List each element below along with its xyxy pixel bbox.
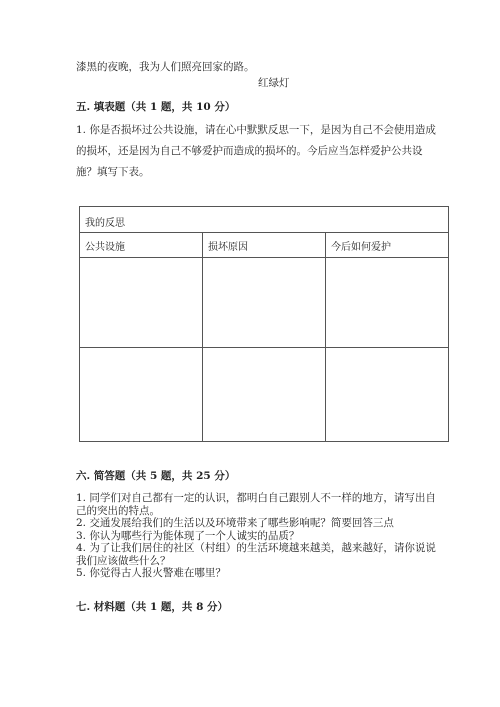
table-caption: 我的反思 [85, 218, 125, 229]
question-line: 1. 同学们对自己都有一定的认识，都明白自己跟别人不一样的地方，请写出自 [76, 492, 436, 504]
answer-cell[interactable] [203, 258, 324, 346]
section7-title: 七. 材料题（共 1 题，共 8 分） [76, 601, 229, 613]
question-line: 3. 你认为哪些行为能体现了一个人诚实的品质？ [76, 529, 300, 542]
answer-label: 红绿灯 [258, 77, 290, 89]
question-line: 的损坏，还是因为自己不够爱护而造成的损坏的。今后应当怎样爱护公共设 [76, 145, 423, 157]
answer-cell[interactable] [80, 348, 201, 441]
table-header-facility: 公共设施 [85, 242, 125, 253]
question-line: 4. 为了让我们居住的社区（村组）的生活环境越来越美，越来越好，请你说说 [76, 542, 436, 554]
table-header-reason: 损坏原因 [208, 242, 248, 253]
section5-question [76, 120, 436, 183]
reflection-table [79, 206, 449, 442]
answer-cell[interactable] [326, 348, 448, 441]
question-line: 我们应该做些什么？ [76, 554, 171, 567]
section6-title: 六. 简答题（共 5 题，共 25 分） [76, 470, 236, 482]
table-divider [80, 232, 448, 233]
table-header-care: 今后如何爱护 [331, 242, 391, 253]
question-line: 施？填写下表。 [76, 166, 150, 178]
section6-questions [76, 492, 436, 580]
section5-title: 五. 填表题（共 1 题，共 10 分） [76, 101, 236, 113]
answer-cell[interactable] [203, 348, 324, 441]
answer-cell[interactable] [80, 258, 201, 346]
question-line: 1. 你是否损坏过公共设施，请在心中默默反思一下，是因为自己不会使用造成 [76, 124, 436, 136]
question-line: 2. 交通发展给我们的生活以及环境带来了哪些影响呢？简要回答三点 [76, 517, 394, 529]
question-line: 己的突出的特点。 [76, 504, 160, 517]
question-line: 5. 你觉得古人报火警难在哪里？ [76, 567, 226, 579]
answer-cell[interactable] [326, 258, 448, 346]
intro-text: 漆黑的夜晚，我为人们照亮回家的路。 [76, 61, 255, 73]
